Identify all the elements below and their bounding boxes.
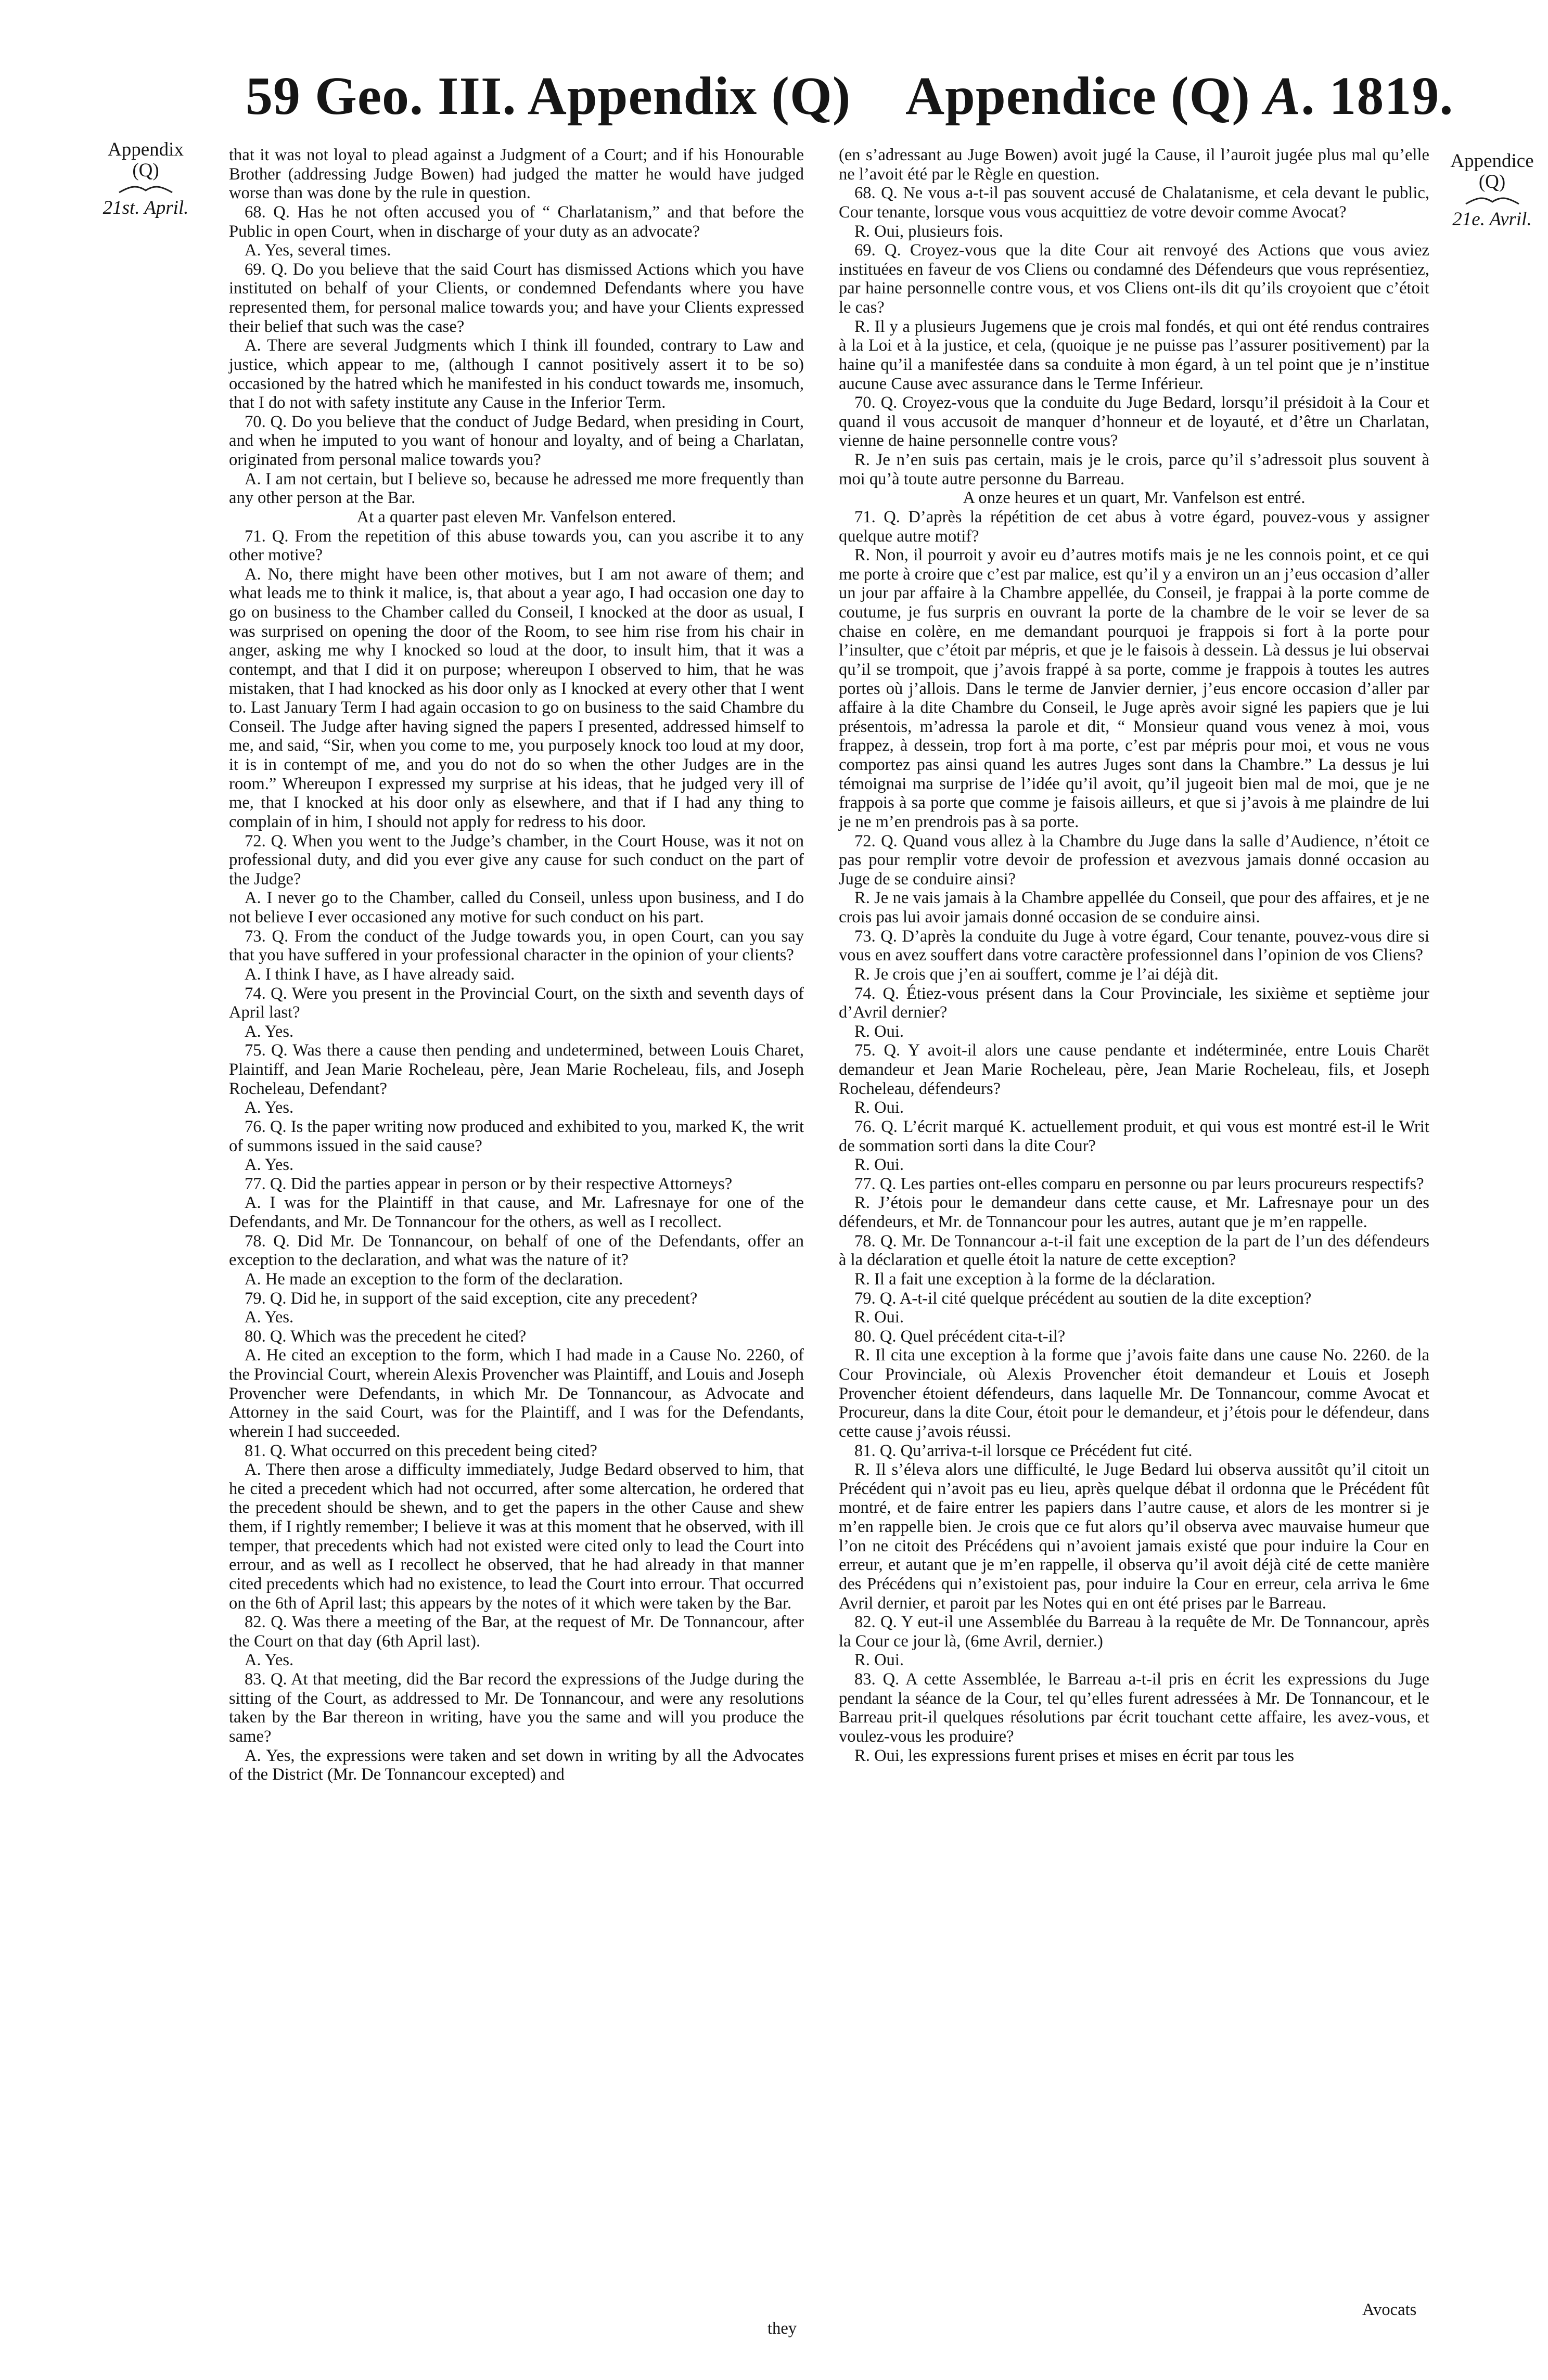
paragraph: R. Oui.: [854, 1098, 904, 1117]
paragraph: R. Oui.: [854, 1022, 904, 1041]
paragraph: 80. Q. Which was the precedent he cited?: [245, 1327, 527, 1346]
margin-note-right: [1439, 151, 1545, 230]
paragraph: 75. Q. Was there a cause then pending and undetermined, between Louis Charet, Plaintiff, and Jean Marie Rocheleau, père, Jean Marie Rocheleau, fils, and Joseph Rocheleau, Defendant?: [229, 1041, 804, 1098]
paragraph: A. He made an exception to the form of the declaration.: [245, 1269, 623, 1289]
paragraph: R. Oui.: [854, 1155, 904, 1175]
paragraph: R. Il s’éleva alors une difficulté, le Juge Bedard lui observa aussitôt qu’il citoit un Précédent qui n’avoit pas eu lieu, après quelque débat il ordonna que le Précédent fût montré, et de faire entrer les papiers dans l’autre cause, et alors de les montrer si je m’en rappelle bien. Je crois que ce fut alors qu’il observa avec mauvaise humeur que l’on ne citoit des Précédens qui n’avoient jamais existé que pour induire la Cour en erreur, et autant que je m’en rappelle, il observa qu’il avoit déjà cité de cette manière des Précédens qui n’existoient pas, pour induire la Cour en erreur, cela arriva le 6me Avril dernier, et paroit par les Notes qui en ont été prises par le Barreau.: [839, 1460, 1429, 1613]
paragraph: 71. Q. D’après la répétition de cet abus à votre égard, pouvez-vous y assigner quelque autre motif?: [839, 507, 1429, 546]
paragraph: 70. Q. Croyez-vous que la conduite du Juge Bedard, lorsqu’il présidoit à la Cour et quand il vous accusoit de manquer d’honneur et de loyauté, et d’être un Charlatan, vienne de haine personnelle contre vous?: [839, 393, 1429, 451]
paragraph: 77. Q. Did the parties appear in person or by their respective Attorneys?: [245, 1174, 733, 1193]
paragraph: A. Yes, several times.: [245, 241, 391, 260]
paragraph: 73. Q. From the conduct of the Judge towards you, in open Court, can you say that you have suffered in your professional character in the opinion of your clients?: [229, 927, 804, 965]
paragraph: A. I never go to the Chamber, called du Conseil, unless upon business, and I do not believe I ever occasioned any motive for such conduct on his part.: [229, 889, 804, 927]
paragraph: R. Oui, plusieurs fois.: [854, 222, 1003, 241]
ornamental-rule-icon: [1464, 196, 1521, 207]
running-head-french-italic: A: [1264, 66, 1301, 126]
paragraph: 79. Q. Did he, in support of the said exception, cite any precedent?: [245, 1289, 698, 1308]
time-note: At a quarter past eleven Mr. Vanfelson entered.: [356, 507, 676, 526]
margin-note-left: [94, 139, 198, 218]
running-head-english: 59 Geo. III. Appendix (Q): [246, 66, 851, 126]
paragraph: 74. Q. Étiez-vous présent dans la Cour Provinciale, les sixième et septième jour d’Avril dernier?: [839, 984, 1429, 1022]
paragraph: 80. Q. Quel précédent cita-t-il?: [854, 1327, 1066, 1346]
paragraph: 74. Q. Were you present in the Provincial Court, on the sixth and seventh days of April last?: [229, 984, 804, 1022]
margin-date: 21e. Avril.: [1452, 209, 1532, 230]
paragraph: A. Yes.: [245, 1155, 294, 1175]
paragraph: R. Oui.: [854, 1651, 904, 1670]
margin-date: 21st. April.: [103, 197, 189, 218]
paragraph: 69. Q. Do you believe that the said Court has dismissed Actions which you have instituted on behalf of your Clients, or condemned Defendants where you have represented them, for personal malice towards you; and have your Clients expressed their belief that such was the case?: [229, 260, 804, 336]
paragraph: A. There then arose a difficulty immediately, Judge Bedard observed to him, that he cited a precedent which had not occurred, after some altercation, he ordered that the precedent should be shewn, and to get the papers in the other Cause and shew them, if I rightly remember; I believe it was at this moment that he observed, with ill temper, that precedents which had not existed were cited only to lead the Court into errour, and as well as I recollect he observed, that he had already in that manner cited precedents which had no existence, to lead the Court into errour. That occurred on the 6th of April last; this appears by the notes of it which were taken by the Bar.: [229, 1460, 804, 1613]
paragraph: 69. Q. Croyez-vous que la dite Cour ait renvoyé des Actions que vous aviez instituées en faveur de vos Cliens ou condamné des Défendeurs que vous représentiez, par haine personnelle contre vous, et vos Cliens ont-ils dit qu’ils croyoient que c’étoit le cas?: [839, 241, 1429, 317]
paragraph: R. Je n’en suis pas certain, mais je le crois, parce qu’il s’adressoit plus souvent à moi qu’à toute autre personne du Barreau.: [839, 451, 1429, 488]
margin-appendice-letter: (Q): [1478, 171, 1506, 192]
paragraph: R. Je ne vais jamais à la Chambre appellée du Conseil, que pour des affaires, et je ne crois pas lui avoir jamais donné occasion de se conduire ainsi.: [839, 889, 1429, 927]
paragraph: A. Yes.: [245, 1022, 294, 1041]
paragraph: 76. Q. L’écrit marqué K. actuellement produit, et qui vous est montré est-il le Writ de sommation sorti dans la dite Cour?: [839, 1117, 1429, 1155]
paragraph: R. Il y a plusieurs Jugemens que je crois mal fondés, et qui ont été rendus contraires à la Loi et à la justice, et cela, (quoique je ne puisse pas l’assurer positivement) par la haine qu’il a manifestée dans sa conduite à mon égard, à un tel point que je n’institue aucune Cause avec assurance dans le Terme Inférieur.: [839, 317, 1429, 393]
paragraph: A. Yes.: [245, 1098, 294, 1117]
paragraph: 78. Q. Mr. De Tonnancour a-t-il fait une exception de la part de l’un des défendeurs à la déclaration et quelle étoit la nature de cette exception?: [839, 1231, 1429, 1270]
paragraph: R. Il cita une exception à la forme que j’avois faite dans une cause No. 2260. de la Cour Provinciale, où Alexis Provencher étoit demandeur et Louis et Joseph Provencher étoient défendeurs, dans laquelle Mr. De Tonnancour, comme Avocat et Procureur, dans la dite Cour, étoit pour le demandeur, et j’étois pour le défendeur, dans cette cause j’avois réussi.: [839, 1346, 1429, 1441]
paragraph: (en s’adressant au Juge Bowen) avoit jugé la Cause, il l’auroit jugée plus mal qu’elle ne l’avoit été par le Règle en question.: [839, 146, 1429, 184]
paragraph: 82. Q. Y eut-il une Assemblée du Barreau à la requête de Mr. De Tonnancour, après la Cour ce jour là, (6me Avril, dernier.): [839, 1613, 1429, 1651]
paragraph: 68. Q. Has he not often accused you of “ Charlatanism,” and that before the Public in open Court, when in discharge of your duty as an advocate?: [229, 202, 804, 241]
paragraph: 75. Q. Y avoit-il alors une cause pendante et indéterminée, entre Louis Charët demandeur et Jean Marie Rocheleau, père, Jean Marie Rocheleau, fils, et Joseph Rocheleau, défendeurs?: [839, 1041, 1429, 1098]
paragraph: that it was not loyal to plead against a Judgment of a Court; and if his Honourable Brother (addressing Judge Bowen) had judged the matter he would have judged worse than was done by the rule in question.: [229, 146, 804, 203]
english-column: [229, 146, 804, 1784]
paragraph: 78. Q. Did Mr. De Tonnancour, on behalf of one of the Defendants, offer an exception to the declaration, and what was the nature of it?: [229, 1231, 804, 1270]
paragraph: 83. Q. At that meeting, did the Bar record the expressions of the Judge during the sitting of the Court, as addressed to Mr. De Tonnancour, and were any resolutions taken by the Bar thereon in writing, have you the same and will you produce the same?: [229, 1670, 804, 1746]
paragraph: A. He cited an exception to the form, which I had made in a Cause No. 2260, of the Provincial Court, wherein Alexis Provencher was Plaintiff, and Louis and Joseph Provencher were Defendants, in which Mr. De Tonnancour, as Advocate and Attorney in the said Court, was for the Plaintiff, and I was for the Defendants, wherein I had succeeded.: [229, 1346, 804, 1441]
paragraph: 73. Q. D’après la conduite du Juge à votre égard, Cour tenante, pouvez-vous dire si vous en avez souffert dans votre caractère professionnel dans l’opinion de vos Cliens?: [839, 927, 1429, 965]
paragraph: 77. Q. Les parties ont-elles comparu en personne ou par leurs procureurs respectifs?: [854, 1174, 1424, 1193]
paragraph: A. I am not certain, but I believe so, because he adressed me more frequently than any other person at the Bar.: [229, 469, 804, 508]
margin-appendix-letter: (Q): [132, 160, 159, 181]
ornamental-rule-icon: [117, 184, 174, 196]
paragraph: 71. Q. From the repetition of this abuse towards you, can you ascribe it to any other motive?: [229, 526, 804, 565]
paragraph: 76. Q. Is the paper writing now produced and exhibited to you, marked K, the writ of summons issued in the said cause?: [229, 1117, 804, 1155]
margin-appendix-label: Appendix: [108, 139, 184, 160]
running-head-french: [905, 65, 1453, 127]
margin-appendice-label: Appendice: [1450, 150, 1534, 172]
running-head-french-prefix: Appendice (Q): [905, 66, 1264, 126]
paragraph: A. Yes.: [245, 1308, 294, 1327]
paragraph: 81. Q. Qu’arriva-t-il lorsque ce Précédent fut cité.: [854, 1441, 1193, 1460]
catchword-left: they: [767, 2319, 797, 2338]
paragraph: R. Il a fait une exception à la forme de la déclaration.: [854, 1269, 1216, 1289]
paragraph: 82. Q. Was there a meeting of the Bar, at the request of Mr. De Tonnancour, after the Court on that day (6th April last).: [229, 1613, 804, 1651]
paragraph: R. Oui.: [854, 1308, 904, 1327]
paragraph: 81. Q. What occurred on this precedent being cited?: [245, 1441, 597, 1460]
paragraph: 79. Q. A-t-il cité quelque précédent au soutien de la dite exception?: [854, 1289, 1312, 1308]
paragraph: R. Oui, les expressions furent prises et mises en écrit par tous les: [854, 1746, 1295, 1765]
paragraph: 72. Q. When you went to the Judge’s chamber, in the Court House, was it not on professional duty, and did you ever give any cause for such conduct on the part of the Judge?: [229, 831, 804, 889]
paragraph: A. I was for the Plaintiff in that cause, and Mr. Lafresnaye for one of the Defendants, and Mr. De Tonnancour for the others, as well as I recollect.: [229, 1193, 804, 1231]
paragraph: A. Yes.: [245, 1651, 294, 1670]
french-column: [839, 146, 1429, 1765]
paragraph: 83. Q. A cette Assemblée, le Barreau a-t-il pris en écrit les expressions du Juge pendant la séance de la Cour, tel qu’elles furent adressées à Mr. De Tonnancour, et le Barreau prit-il quelques résolutions par écrit touchant cette affaire, les avez-vous, et voulez-vous les produire?: [839, 1670, 1429, 1746]
paragraph: A. There are several Judgments which I think ill founded, contrary to Law and justice, which appear to me, (although I cannot positively assert it to be so) occasioned by the hatred which he manifested in his conduct towards me, insomuch, that I do not with safety institute any Cause in the Inferior Term.: [229, 336, 804, 413]
paragraph: A. Yes, the expressions were taken and set down in writing by all the Advocates of the District (Mr. De Tonnancour excepted) and: [229, 1746, 804, 1784]
paragraph: 72. Q. Quand vous allez à la Chambre du Juge dans la salle d’Audience, n’étoit ce pas pour remplir votre devoir de profession et avezvous jamais donné occasion au Juge de se conduire ainsi?: [839, 831, 1429, 889]
paragraph: R. J’étois pour le demandeur dans cette cause, et Mr. Lafresnaye pour un des défendeurs, et Mr. de Tonnancour pour les autres, autant que je m’en rappelle.: [839, 1193, 1429, 1231]
paragraph: R. Non, il pourroit y avoir eu d’autres motifs mais je ne les connois point, et ce qui me porte à croire que c’est par malice, est qu’il y a environ un an j’eus occasion d’aller un jour par affaire à la Chambre appellée, du Conseil, je frappai à la porte comme de coutume, je fus surpris en ouvrant la porte de la chambre de le voir se lever de sa chaise en colère, en me demandant pourquoi je frappois si fort à la porte pour l’insulter, que c’étoit par mépris, et que je le faisois à dessein. Là dessus je lui observai qu’il se trompoit, que j’avois frappé à sa porte, comme je frappois à toutes les autres portes où j’allois. Dans le terme de Janvier dernier, j’eus encore occasion d’aller par affaire à la dite Chambre du Conseil, le Juge après avoir signé les papiers que je lui présentois, m’adressa la parole et dit, “ Monsieur quand vous venez à moi, vous frappez, à dessein, trop fort à ma porte, c’est par mépris pour moi, et vous ne vous comportez pas ainsi quand les autres Juges sont dans la Chambre.” La dessus je lui témoignai ma surprise de l’idée qu’il avoit, qu’il jugeoit bien mal de moi, que je ne frappois à sa porte que comme je faisois ailleurs, et que si j’avois à me plaindre de lui je ne m’en prendrois pas à sa porte.: [839, 546, 1429, 831]
paragraph: R. Je crois que j’en ai souffert, comme je l’ai déjà dit.: [854, 964, 1219, 984]
paragraph: 70. Q. Do you believe that the conduct of Judge Bedard, when presiding in Court, and when he imputed to you want of honour and loyalty, and of being a Charlatan, originated from personal malice towards you?: [229, 412, 804, 469]
paragraph: 68. Q. Ne vous a-t-il pas souvent accusé de Chalatanisme, et cela devant le public, Cour tenante, lorsque vous vous acquittiez de votre devoir comme Avocat?: [839, 184, 1429, 222]
running-head-french-year: . 1819.: [1301, 66, 1454, 126]
catchword-right: Avocats: [1362, 2300, 1417, 2319]
time-note: A onze heures et un quart, Mr. Vanfelson est entré.: [963, 488, 1306, 508]
paragraph: A. I think I have, as I have already said.: [245, 964, 515, 984]
paragraph: A. No, there might have been other motives, but I am not aware of them; and what leads me to think it malice, is, that about a year ago, I had occasion one day to go on business to the Chamber called du Conseil, I knocked at the door as usual, I was surprised on opening the door of the Room, to see him rise from his chair in anger, asking me why I knocked so loud at the door, to insult him, that it was a contempt, and that I did it on purpose; whereupon I observed to him, that he was mistaken, that I had knocked as his door only as I knocked at every other that I went to. Last January Term I had again occasion to go on business to the said Chambre du Conseil. The Judge after having signed the papers I presented, addressed himself to me, and said, “Sir, when you come to me, you purposely knock too loud at my door, it is in contempt of me, and you do not do so when the other Judges are in the room.” Whereupon I expressed my surprise at his ideas, that he judged very ill of me, that I knocked at his door only as elsewhere, and that if I had any thing to complain of in him, I should not apply for redress to his door.: [229, 564, 804, 831]
